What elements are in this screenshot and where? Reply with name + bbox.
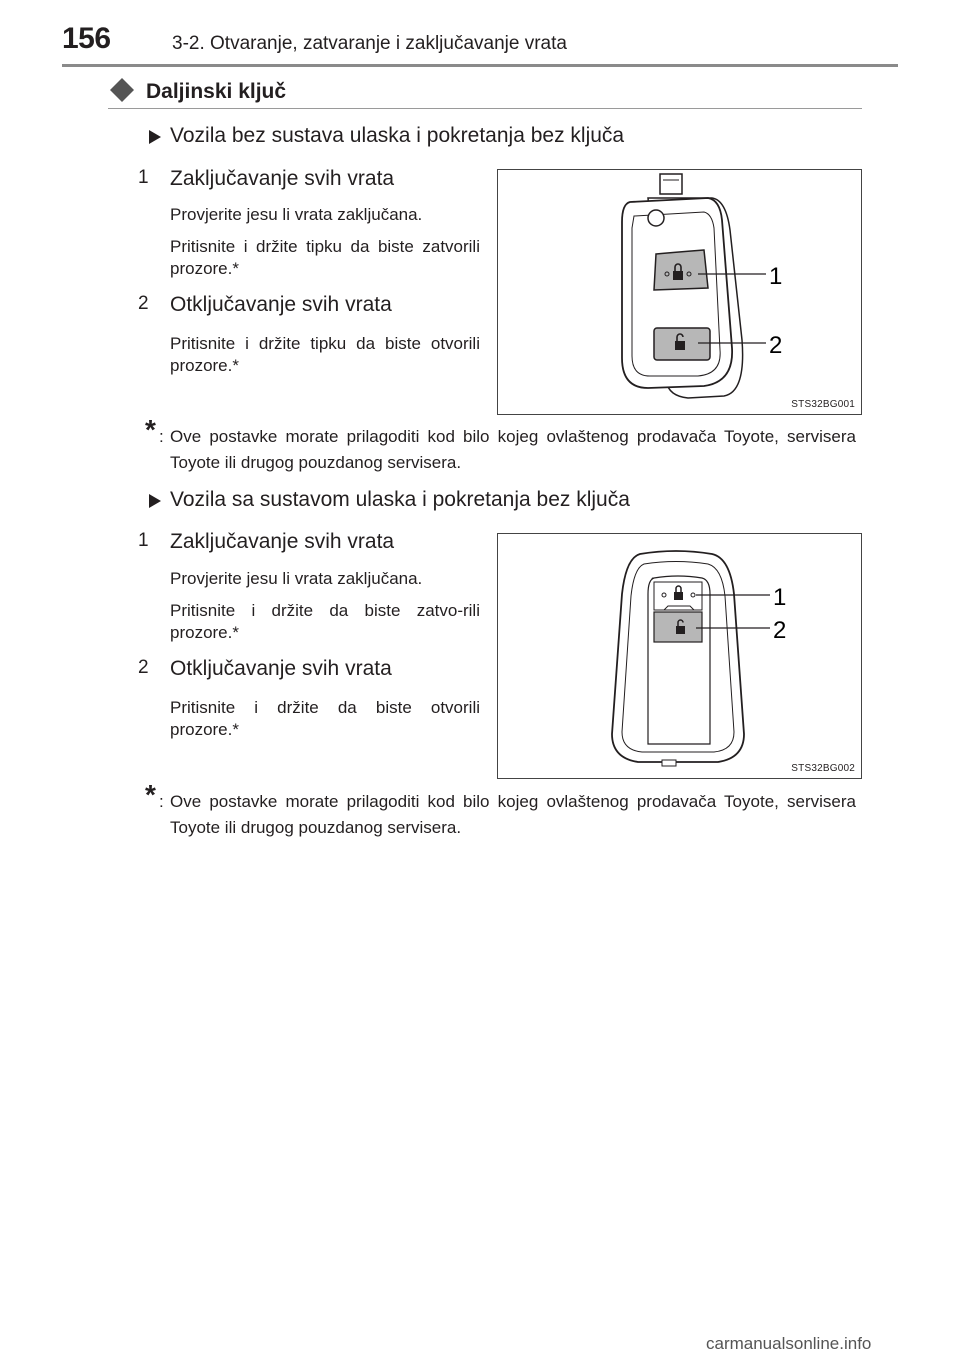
footnote-colon: :: [159, 427, 164, 446]
smart-key-illustration: [498, 534, 861, 778]
callout-1: 1: [773, 584, 787, 611]
item-text: Provjerite jesu li vrata zaključana.: [170, 205, 423, 224]
footnote-text: Ove postavke morate prilagoditi kod bilo kojeg ovlaštenog prodavača Toyote, servisera Toyote ili drugog pouzdanog servisera.: [170, 427, 856, 472]
callout-2: 2: [773, 617, 787, 644]
diamond-bullet-icon: [108, 76, 136, 104]
key-figure: [497, 533, 862, 779]
item-number: 1: [138, 530, 149, 551]
item-text: Pritisnite i držite tipku da biste otvorili prozore.*: [170, 334, 480, 375]
item-title: Zaključavanje svih vrata: [170, 167, 395, 190]
subsection-title: Vozila bez sustava ulaska i pokretanja bez ključa: [170, 124, 625, 147]
item-title: Zaključavanje svih vrata: [170, 530, 395, 553]
item-number: 1: [138, 167, 149, 188]
footnote-colon: :: [159, 792, 164, 811]
item-text: Pritisnite i držite tipku da biste zatvorili prozore.*: [170, 237, 480, 278]
section-divider: [108, 108, 862, 109]
chapter-title: 3-2. Otvaranje, zatvaranje i zaključavanje vrata: [172, 33, 567, 54]
footnote-marker: *: [145, 414, 156, 445]
watermark: carmanualsonline.info: [706, 1334, 872, 1353]
subsection-title: Vozila sa sustavom ulaska i pokretanja bez ključa: [170, 488, 630, 511]
triangle-bullet-icon: [148, 129, 162, 145]
callout-1: 1: [769, 263, 783, 290]
remote-key-illustration: [498, 170, 861, 414]
item-title: Otključavanje svih vrata: [170, 657, 392, 680]
item-title: Otključavanje svih vrata: [170, 293, 392, 316]
item-text: Pritisnite i držite da biste otvorili prozore.*: [170, 698, 480, 739]
key-figure: [497, 169, 862, 415]
figure-code: STS32BG001: [791, 399, 855, 410]
figure-code: STS32BG002: [791, 763, 855, 774]
page-number: 156: [62, 22, 111, 55]
item-number: 2: [138, 293, 149, 314]
item-text: Pritisnite i držite da biste zatvo-rili prozore.*: [170, 601, 480, 642]
section-title: Daljinski ključ: [146, 80, 287, 103]
item-text: Provjerite jesu li vrata zaključana.: [170, 569, 423, 588]
triangle-bullet-icon: [148, 493, 162, 509]
footnote-text: Ove postavke morate prilagoditi kod bilo kojeg ovlaštenog prodavača Toyote, servisera Toyote ili drugog pouzdanog servisera.: [170, 792, 856, 837]
item-number: 2: [138, 657, 149, 678]
header-divider: [62, 64, 898, 67]
footnote-marker: *: [145, 779, 156, 810]
callout-2: 2: [769, 332, 783, 359]
